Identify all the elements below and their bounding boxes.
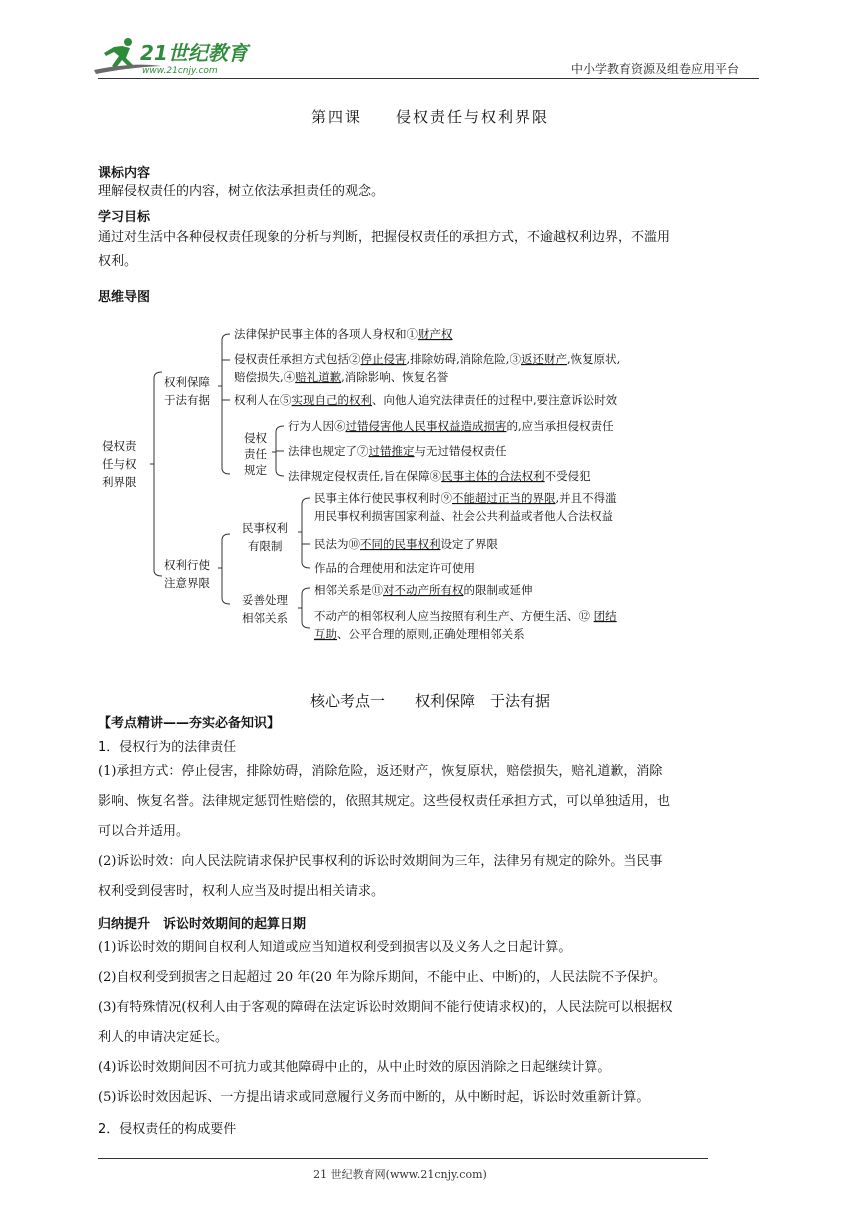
mm-limit-1: 民事权利 (242, 521, 288, 535)
mm-neighbor-2: 相邻关系 (242, 611, 288, 625)
summary-heading: 归纳提升 诉讼时效期间的起算日期 (98, 917, 307, 932)
platform-name: 中小学教育资源及组卷应用平台 (571, 62, 740, 76)
mm-b1-item-2: 侵权责任承担方式包括②停止侵害,排除妨碍,消除危险,③返还财产,恢复原状, (234, 352, 621, 366)
mindmap-heading: 思维导图 (98, 290, 151, 305)
objective-line-2: 权利。 (98, 254, 138, 269)
point-1-heading: 1．侵权行为的法律责任 (98, 740, 237, 755)
mm-limit-item-1: 民事主体行使民事权利时⑨不能超过正当的界限,并且不得滥 (314, 491, 617, 505)
mm-b1-item-4: 权利人在⑤实现自己的权利、向他人追究法律责任的过程中,要注意诉讼时效 (234, 393, 618, 407)
section-tag: 【考点精讲——夯实必备知识】 (98, 716, 281, 731)
mm-neighbor-1: 妥善处理 (242, 593, 288, 607)
summary-1: (1)诉讼时效的期间自权利人知道或应当知道权利受到损害以及义务人之日起计算。 (98, 940, 572, 955)
mm-root-1: 侵权责 (102, 439, 137, 453)
mm-limit-item-2: 用民事权利损害国家利益、社会公共利益或者他人合法权益 (314, 509, 613, 523)
summary-2: (2)自权利受到损害之日起超过 20 年(20 年为除斥期间，不能中止、中断)的，人民法院不予保护。 (98, 970, 667, 985)
site-logo (92, 36, 262, 80)
objective-heading: 学习目标 (98, 210, 151, 225)
p1-line-1: (1)承担方式：停止侵害，排除妨碍，消除危险，返还财产，恢复原状，赔偿损失，赔礼道歉，消除 (98, 764, 663, 779)
summary-3a: (3)有特殊情况(权利人由于客观的障碍在法定诉讼时效期间不能行使请求权)的，人民法院可以根据权 (98, 1000, 673, 1015)
header-divider (98, 78, 759, 79)
footer-text: 21 世纪教育网(www.21cnjy.com) (313, 1168, 487, 1181)
p2-line-1: (2)诉讼时效：向人民法院请求保护民事权利的诉讼时效期间为三年，法律另有规定的除外。当民事 (98, 854, 663, 869)
footer-divider (98, 1158, 708, 1159)
mm-root-3: 利界限 (102, 475, 137, 489)
standard-heading: 课标内容 (98, 166, 151, 181)
mm-b1-item-3: 赔偿损失,④赔礼道歉,消除影响、恢复名誉 (234, 370, 449, 384)
mm-branch1-2: 于法有据 (164, 393, 210, 407)
mm-root-2: 任与权 (102, 457, 137, 471)
mm-limit-item-4: 作品的合理使用和法定许可使用 (314, 561, 475, 575)
point-2-heading: 2．侵权责任的构成要件 (98, 1122, 237, 1137)
mm-neighbor-item-1: 相邻关系是⑪对不动产所有权的限制或延伸 (314, 583, 533, 597)
mm-liability-3: 规定 (244, 463, 267, 477)
section-title: 核心考点一 权利保障 于法有据 (309, 692, 550, 710)
mind-map (96, 322, 716, 652)
p2-line-2: 权利受到侵害时，权利人应当及时提出相关请求。 (98, 884, 385, 899)
mm-neighbor-item-2: 不动产的相邻权利人应当按照有利生产、方便生活、⑫ 团结 (314, 609, 617, 623)
mm-liability-1: 侵权 (244, 431, 267, 445)
summary-4: (4)诉讼时效期间因不可抗力或其他障碍中止的，从中止时效的原因消除之日起继续计算。 (98, 1060, 611, 1075)
summary-5: (5)诉讼时效因起诉、一方提出请求或同意履行义务而中断的，从中断时起，诉讼时效重新计算。 (98, 1090, 650, 1105)
mm-liability-2: 责任 (244, 447, 267, 461)
mm-liability-item-1: 行为人因⑥过错侵害他人民事权益造成损害的,应当承担侵权责任 (288, 419, 614, 433)
mm-liability-item-2: 法律也规定了⑦过错推定与无过错侵权责任 (288, 444, 507, 458)
objective-line-1: 通过对生活中各种侵权责任现象的分析与判断，把握侵权责任的承担方式，不逾越权利边界，不滥用 (98, 230, 671, 245)
p1-line-2: 影响、恢复名誉。法律规定惩罚性赔偿的，依照其规定。这些侵权责任承担方式，可以单独适用，也 (98, 794, 671, 809)
standard-text: 理解侵权责任的内容，树立依法承担责任的观念。 (98, 184, 385, 199)
mm-b1-item-1: 法律保护民事主体的各项人身权和①财产权 (234, 327, 453, 341)
mm-limit-item-3: 民法为⑩不同的民事权利设定了界限 (314, 537, 498, 551)
mm-limit-2: 有限制 (248, 539, 283, 553)
mm-neighbor-item-3: 互助、公平合理的原则,正确处理相邻关系 (314, 627, 525, 641)
logo-text: 21世纪教育 (140, 41, 248, 65)
mm-branch2-2: 注意界限 (164, 576, 210, 590)
mm-branch2-1: 权利行使 (164, 558, 210, 572)
p1-line-3: 可以合并适用。 (98, 824, 190, 839)
logo-url: www.21cnjy.com (142, 66, 218, 76)
mm-liability-item-3: 法律规定侵权责任,旨在保障⑧民事主体的合法权利不受侵犯 (288, 469, 591, 483)
summary-3b: 利人的申请决定延长。 (98, 1030, 229, 1045)
mm-branch1-1: 权利保障 (164, 375, 210, 389)
lesson-title: 第四课 侵权责任与权利界限 (310, 108, 549, 126)
